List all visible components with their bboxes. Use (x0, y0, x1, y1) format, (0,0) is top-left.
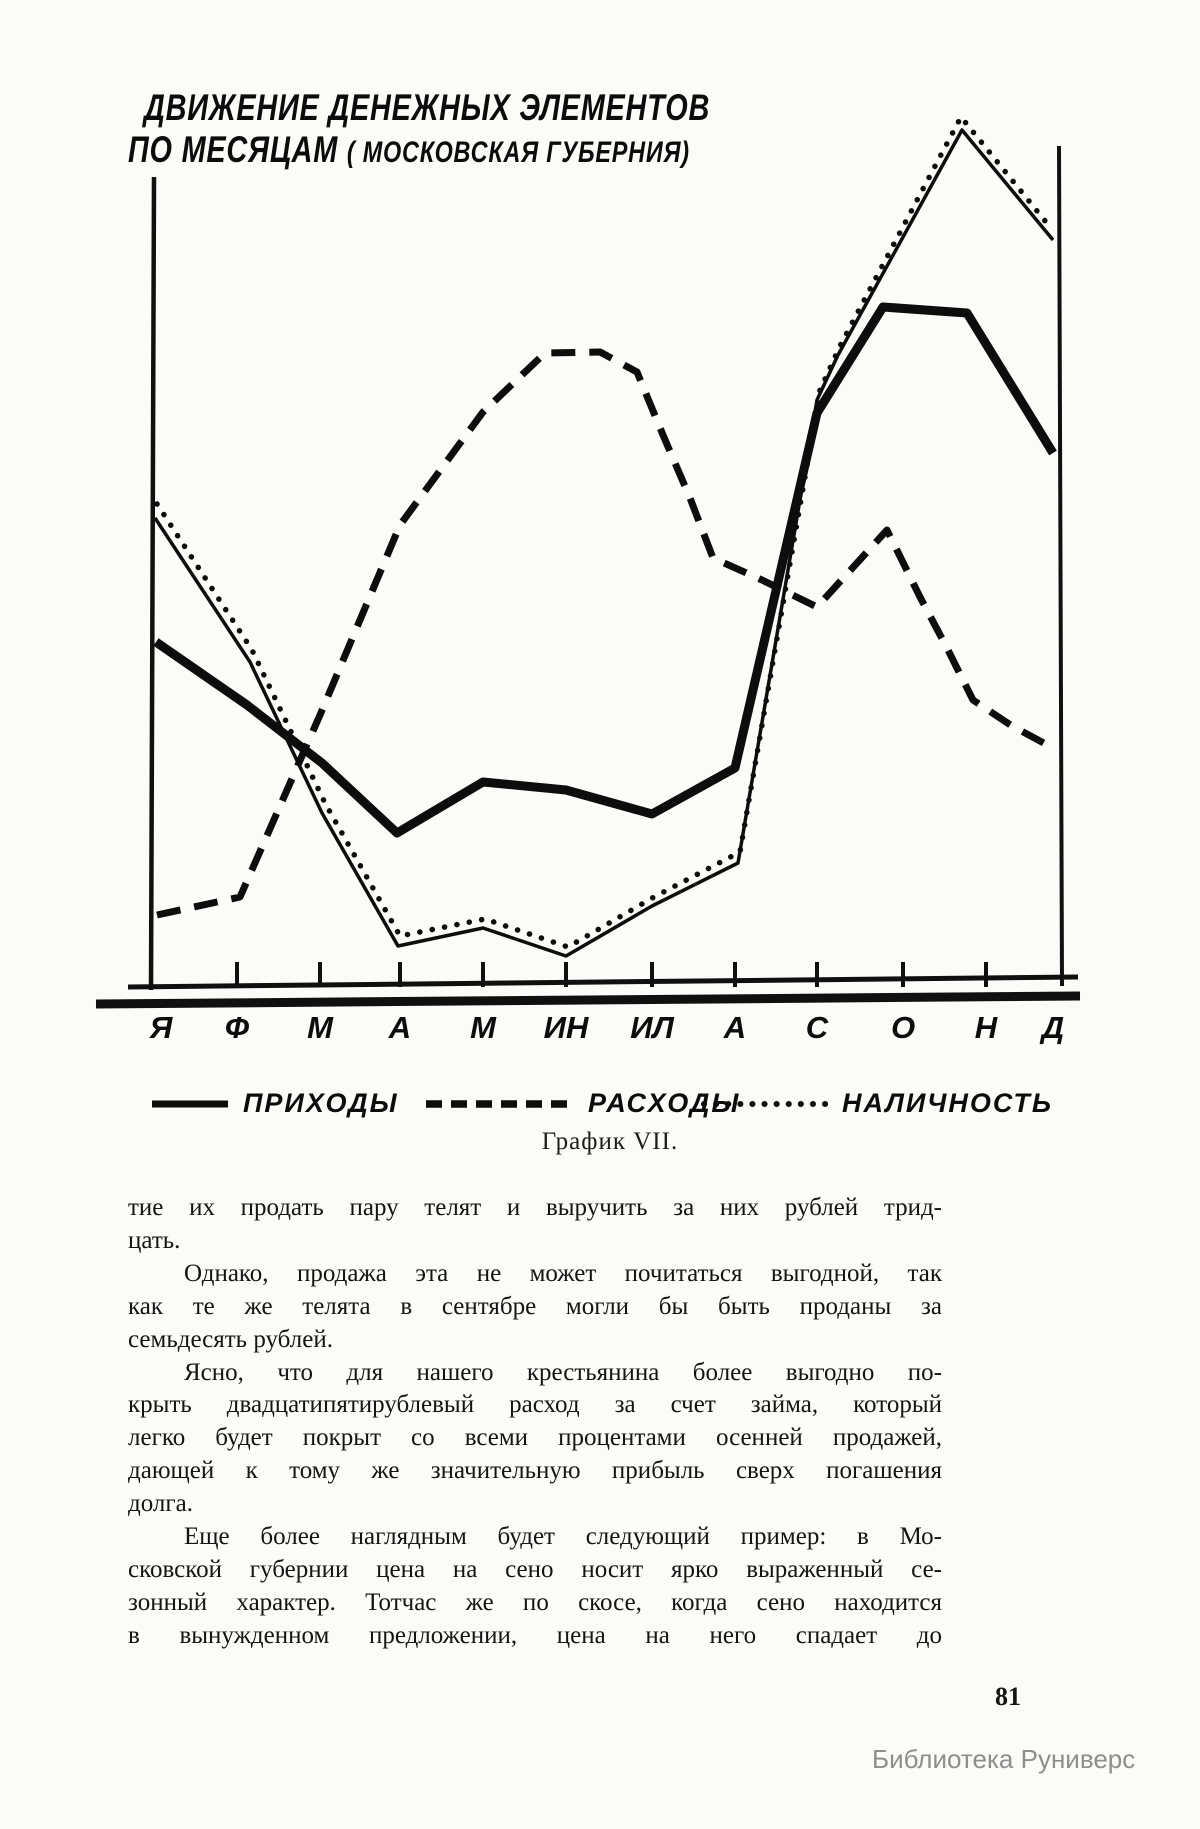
chart-series (155, 117, 1053, 956)
text-line: зонный характер. Тотчас же по скосе, когда сено находится (128, 1588, 942, 1616)
month-label-ИН: ИН (543, 1010, 589, 1045)
text-line: в вынужденном предложении, цена на него спадает до (128, 1621, 942, 1649)
month-label-Н: Н (974, 1010, 998, 1045)
paragraph (128, 1192, 942, 1258)
page-number: 81 (995, 1682, 1021, 1711)
text-line: Ясно, что для нашего крестьянина более выгодно по- (184, 1358, 942, 1386)
month-label-А: А (388, 1010, 412, 1045)
series-nal_dots (157, 117, 1050, 947)
x-axis-underline (96, 996, 1080, 1004)
text-line: цать. (128, 1226, 181, 1254)
month-label-Ф: Ф (224, 1010, 250, 1045)
line-chart (85, 85, 1105, 1015)
y-axis (151, 177, 154, 990)
legend-label-nalichnost: НАЛИЧНОСТЬ (842, 1088, 1053, 1118)
x-axis (128, 977, 1078, 987)
text-line: долга. (128, 1490, 193, 1518)
text-line: как те же телята в сентябре могли бы быть проданы за (128, 1292, 942, 1320)
paragraph (128, 1357, 942, 1522)
figure-caption: График VII. (541, 1128, 679, 1155)
chart-title-line1: ДВИЖЕНИЕ ДЕНЕЖНЫХ ЭЛЕМЕНТОВ (144, 87, 711, 128)
text-line: тие их продать пару телят и выручить за них рублей трид- (128, 1194, 942, 1221)
text-line: крыть двадцатипятирублевый расход за счет займа, который (128, 1391, 942, 1419)
month-label-Д: Д (1041, 1010, 1065, 1045)
paragraph (128, 1258, 942, 1357)
series-nal_thin (155, 130, 1053, 956)
legend-dashed-line-sample (424, 1097, 572, 1111)
legend-solid-line-sample (150, 1097, 230, 1111)
legend-label-prihody: ПРИХОДЫ (243, 1088, 399, 1118)
text-line: Еще более наглядным будет следующий пример: в Мо- (184, 1523, 942, 1551)
month-label-М: М (307, 1010, 333, 1045)
text-line: семьдесять рублей. (128, 1325, 333, 1353)
legend-label-rashody: РАСХОДЫ (588, 1088, 741, 1118)
series-prihody (156, 307, 1053, 833)
month-label-М: М (470, 1010, 496, 1045)
chart-title-line2-paren: ( МОСКОВСКАЯ ГУБЕРНИЯ) (346, 136, 690, 169)
body-text (128, 1192, 942, 1653)
month-label-Я: Я (149, 1010, 173, 1045)
text-line: сковской губернии цена на сено носит ярко выраженный се- (128, 1555, 942, 1583)
paragraph (128, 1521, 942, 1653)
text-line: дающей к тому же значительную прибыль сверх погашения (128, 1457, 942, 1485)
library-watermark: Библиотека Руниверс (872, 1744, 1136, 1774)
text-line: Однако, продажа эта не может почитаться выгодной, так (184, 1259, 942, 1287)
legend-dotted-line-sample (700, 1097, 832, 1111)
month-label-ИЛ: ИЛ (630, 1010, 674, 1045)
chart-title-line2-main: ПО МЕСЯЦАМ (128, 129, 347, 170)
right-border (1059, 146, 1062, 986)
month-label-С: С (805, 1010, 829, 1045)
series-rashody (157, 352, 1053, 915)
month-label-О: О (890, 1010, 916, 1045)
text-line: легко будет покрыт со всеми процентами осенней продажей, (128, 1424, 942, 1452)
month-label-А: А (723, 1010, 747, 1045)
